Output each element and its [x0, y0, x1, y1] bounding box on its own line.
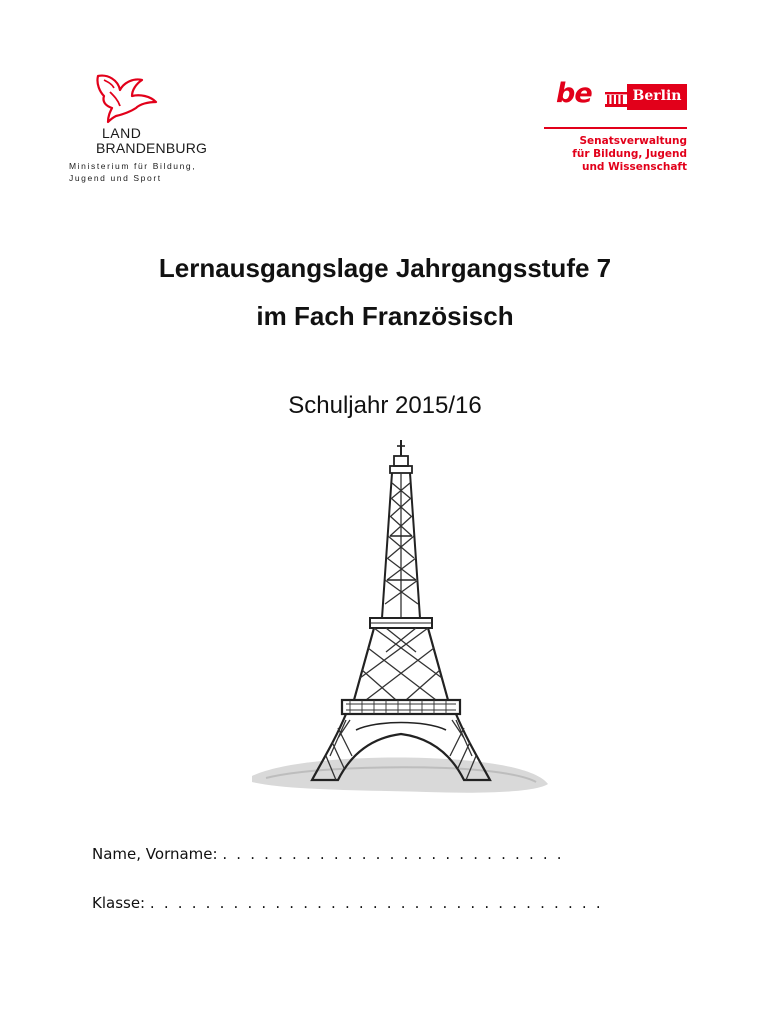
red-eagle-icon	[90, 72, 160, 124]
brandenburg-ministry-line1: Ministerium für Bildung,	[69, 161, 197, 171]
berlin-divider	[544, 127, 687, 129]
berlin-name-box	[627, 84, 687, 110]
class-field[interactable]	[92, 894, 603, 912]
name-field-label: Name, Vorname:	[92, 845, 218, 863]
berlin-logo	[540, 80, 700, 180]
class-field-label: Klasse:	[92, 894, 146, 912]
brandenburg-ministry-line2: Jugend und Sport	[69, 173, 162, 183]
berlin-be-text: be	[556, 78, 592, 109]
document-title-line1: Lernausgangslage Jahrgangsstufe 7	[158, 253, 612, 283]
school-year: Schuljahr 2015/16	[288, 392, 482, 419]
brandenburg-state-text: BRANDENBURG	[96, 140, 208, 156]
brandenburg-land-text: LAND	[102, 125, 142, 141]
eiffel-tower-icon	[246, 438, 556, 828]
name-field[interactable]	[92, 845, 564, 863]
document-title-line2: im Fach Französisch	[256, 301, 514, 331]
brandenburg-logo	[66, 72, 236, 192]
berlin-senate-line3: und Wissenschaft	[581, 161, 687, 173]
berlin-senate-line2: für Bildung, Jugend	[572, 148, 687, 160]
class-field-dots: . . . . . . . . . . . . . . . . . . . . . . . . . . . . . . . . .	[149, 894, 603, 912]
berlin-bear-icon	[605, 90, 627, 110]
name-field-dots: . . . . . . . . . . . . . . . . . . . . . . . . .	[222, 845, 564, 863]
berlin-senate-line1: Senatsverwaltung	[579, 135, 687, 147]
berlin-city-text: Berlin	[632, 88, 682, 104]
